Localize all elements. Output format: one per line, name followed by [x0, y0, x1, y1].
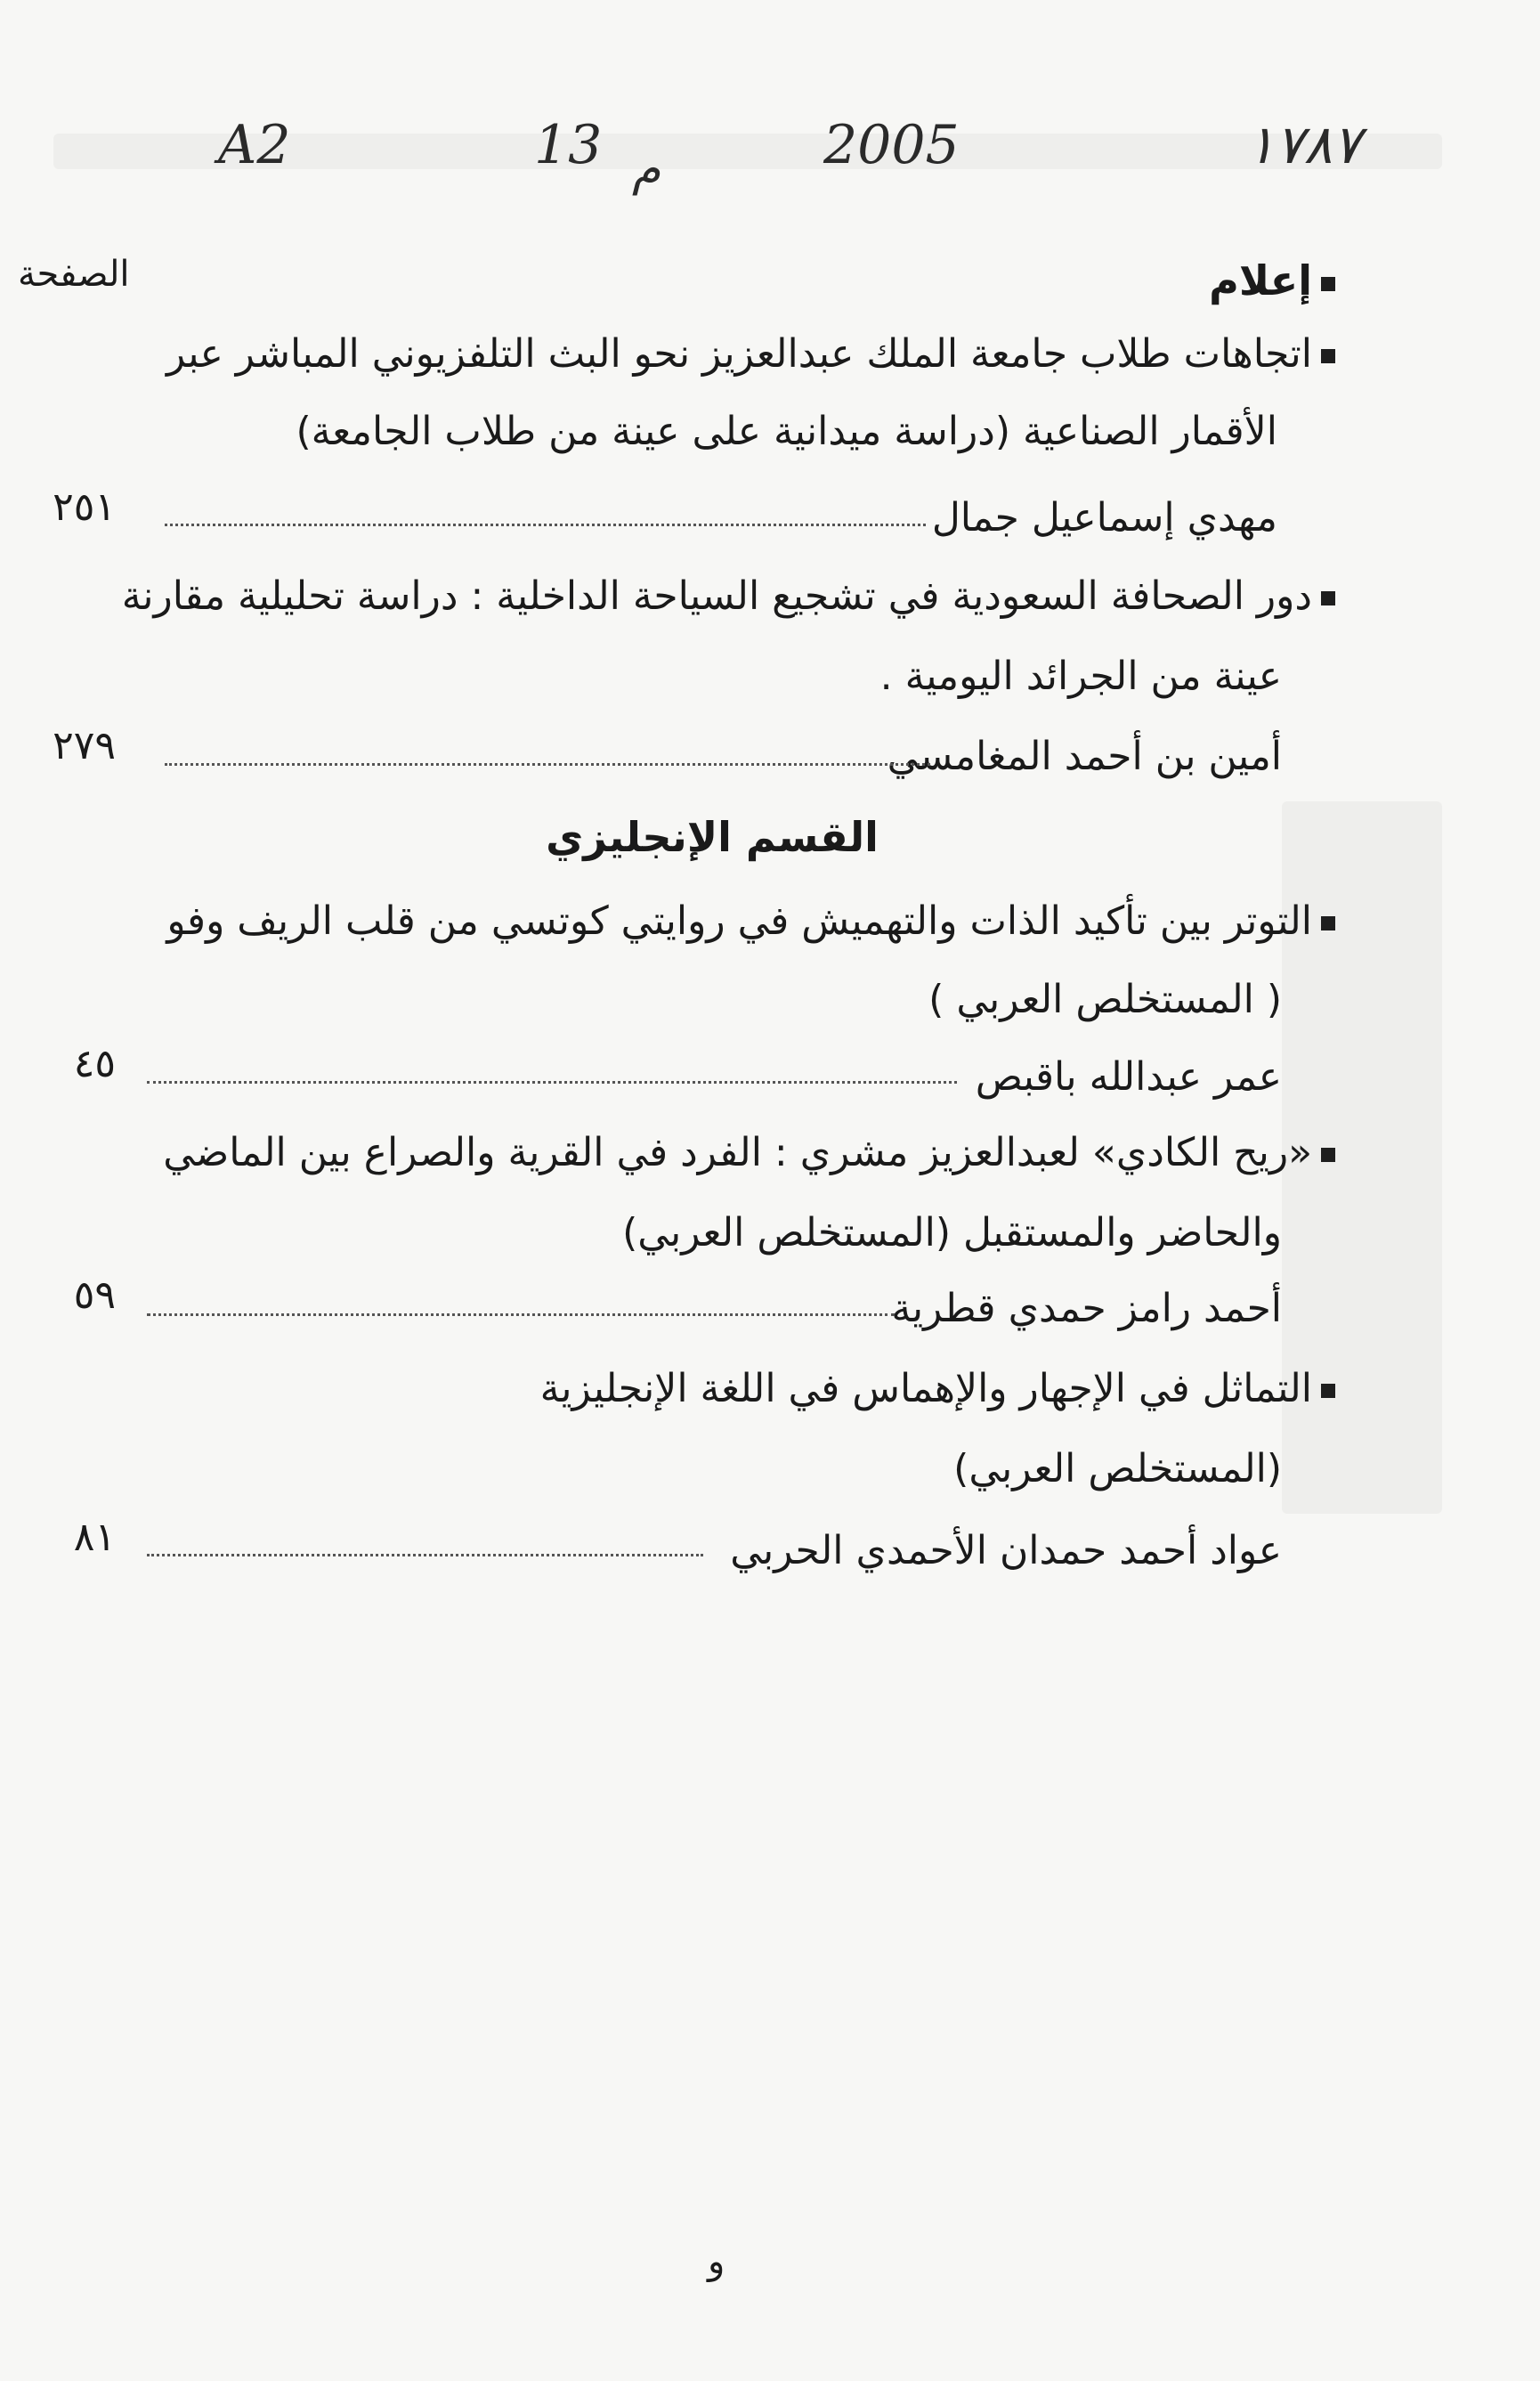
entry-2-title-line2: عينة من الجرائد اليومية .: [879, 654, 1282, 699]
entry-3-author: عمر عبدالله باقبص: [975, 1054, 1282, 1100]
entry-1-title-line1: اتجاهات طلاب جامعة الملك عبدالعزيز نحو البث التلفزيوني المباشر عبر: [166, 328, 1335, 381]
entry-2-page-number: ٢٧٩: [53, 723, 116, 768]
bullet-square-icon: [1321, 277, 1335, 291]
entry-3-title-line2: ( المستخلص العربي ): [928, 977, 1282, 1022]
entry-4-author: أحمد رامز حمدي قطرية: [891, 1286, 1282, 1331]
entry-5-title-line2: (المستخلص العربي): [953, 1446, 1282, 1491]
entry-2-author: أمين بن أحمد المغامسي: [887, 734, 1282, 779]
entry-4-leader-dots: [147, 1313, 895, 1316]
entry-5-author: عواد أحمد حمدان الأحمدي الحربي: [730, 1528, 1282, 1573]
section-title-english: القسم الإنجليزي: [546, 813, 879, 861]
handwritten-number: ١٧٨٧: [1246, 114, 1361, 176]
entry-1-page-number: ٢٥١: [53, 484, 116, 530]
entry-1-title-line2: الأقمار الصناعية (دراسة ميدانية على عينة من طلاب الجامعة): [296, 409, 1277, 454]
entry-3-title-line1: التوتر بين تأكيد الذات والتهميش في روايتي كوتسي من قلب الريف وفو: [166, 895, 1335, 948]
entry-1-leader-dots: [165, 524, 926, 526]
bullet-square-icon: [1321, 1384, 1335, 1398]
entry-4-page-number: ٥٩: [73, 1272, 116, 1318]
entry-2-title-line1: دور الصحافة السعودية في تشجيع السياحة الداخلية : دراسة تحليلية مقارنة: [122, 570, 1335, 623]
handwritten-a2: A2: [218, 114, 291, 176]
entry-3-leader-dots: [147, 1081, 957, 1084]
section-title-media: إعلام: [1209, 254, 1335, 307]
bullet-square-icon: [1321, 349, 1335, 363]
page-folio: و: [708, 2241, 725, 2282]
entry-5-title-line1: التماثل في الإجهار والإهماس في اللغة الإنجليزية: [540, 1362, 1335, 1416]
entry-1-author: مهدي إسماعيل جمال: [931, 495, 1277, 540]
bullet-square-icon: [1321, 916, 1335, 930]
entry-4-title-line2: والحاضر والمستقبل (المستخلص العربي): [622, 1210, 1282, 1256]
bullet-square-icon: [1321, 591, 1335, 605]
page-column-header: الصفحة: [18, 254, 130, 295]
handwritten-volume: 13: [534, 114, 603, 176]
handwritten-m: م: [632, 142, 661, 196]
entry-4-title-line1: «ريح الكادي» لعبدالعزيز مشري : الفرد في القرية والصراع بين الماضي: [163, 1126, 1335, 1180]
entry-5-leader-dots: [147, 1554, 703, 1556]
entry-3-page-number: ٤٥: [73, 1041, 116, 1086]
handwritten-year: 2005: [823, 114, 960, 176]
entry-5-page-number: ٨١: [73, 1515, 116, 1560]
entry-2-leader-dots: [165, 763, 930, 766]
bullet-square-icon: [1321, 1148, 1335, 1162]
